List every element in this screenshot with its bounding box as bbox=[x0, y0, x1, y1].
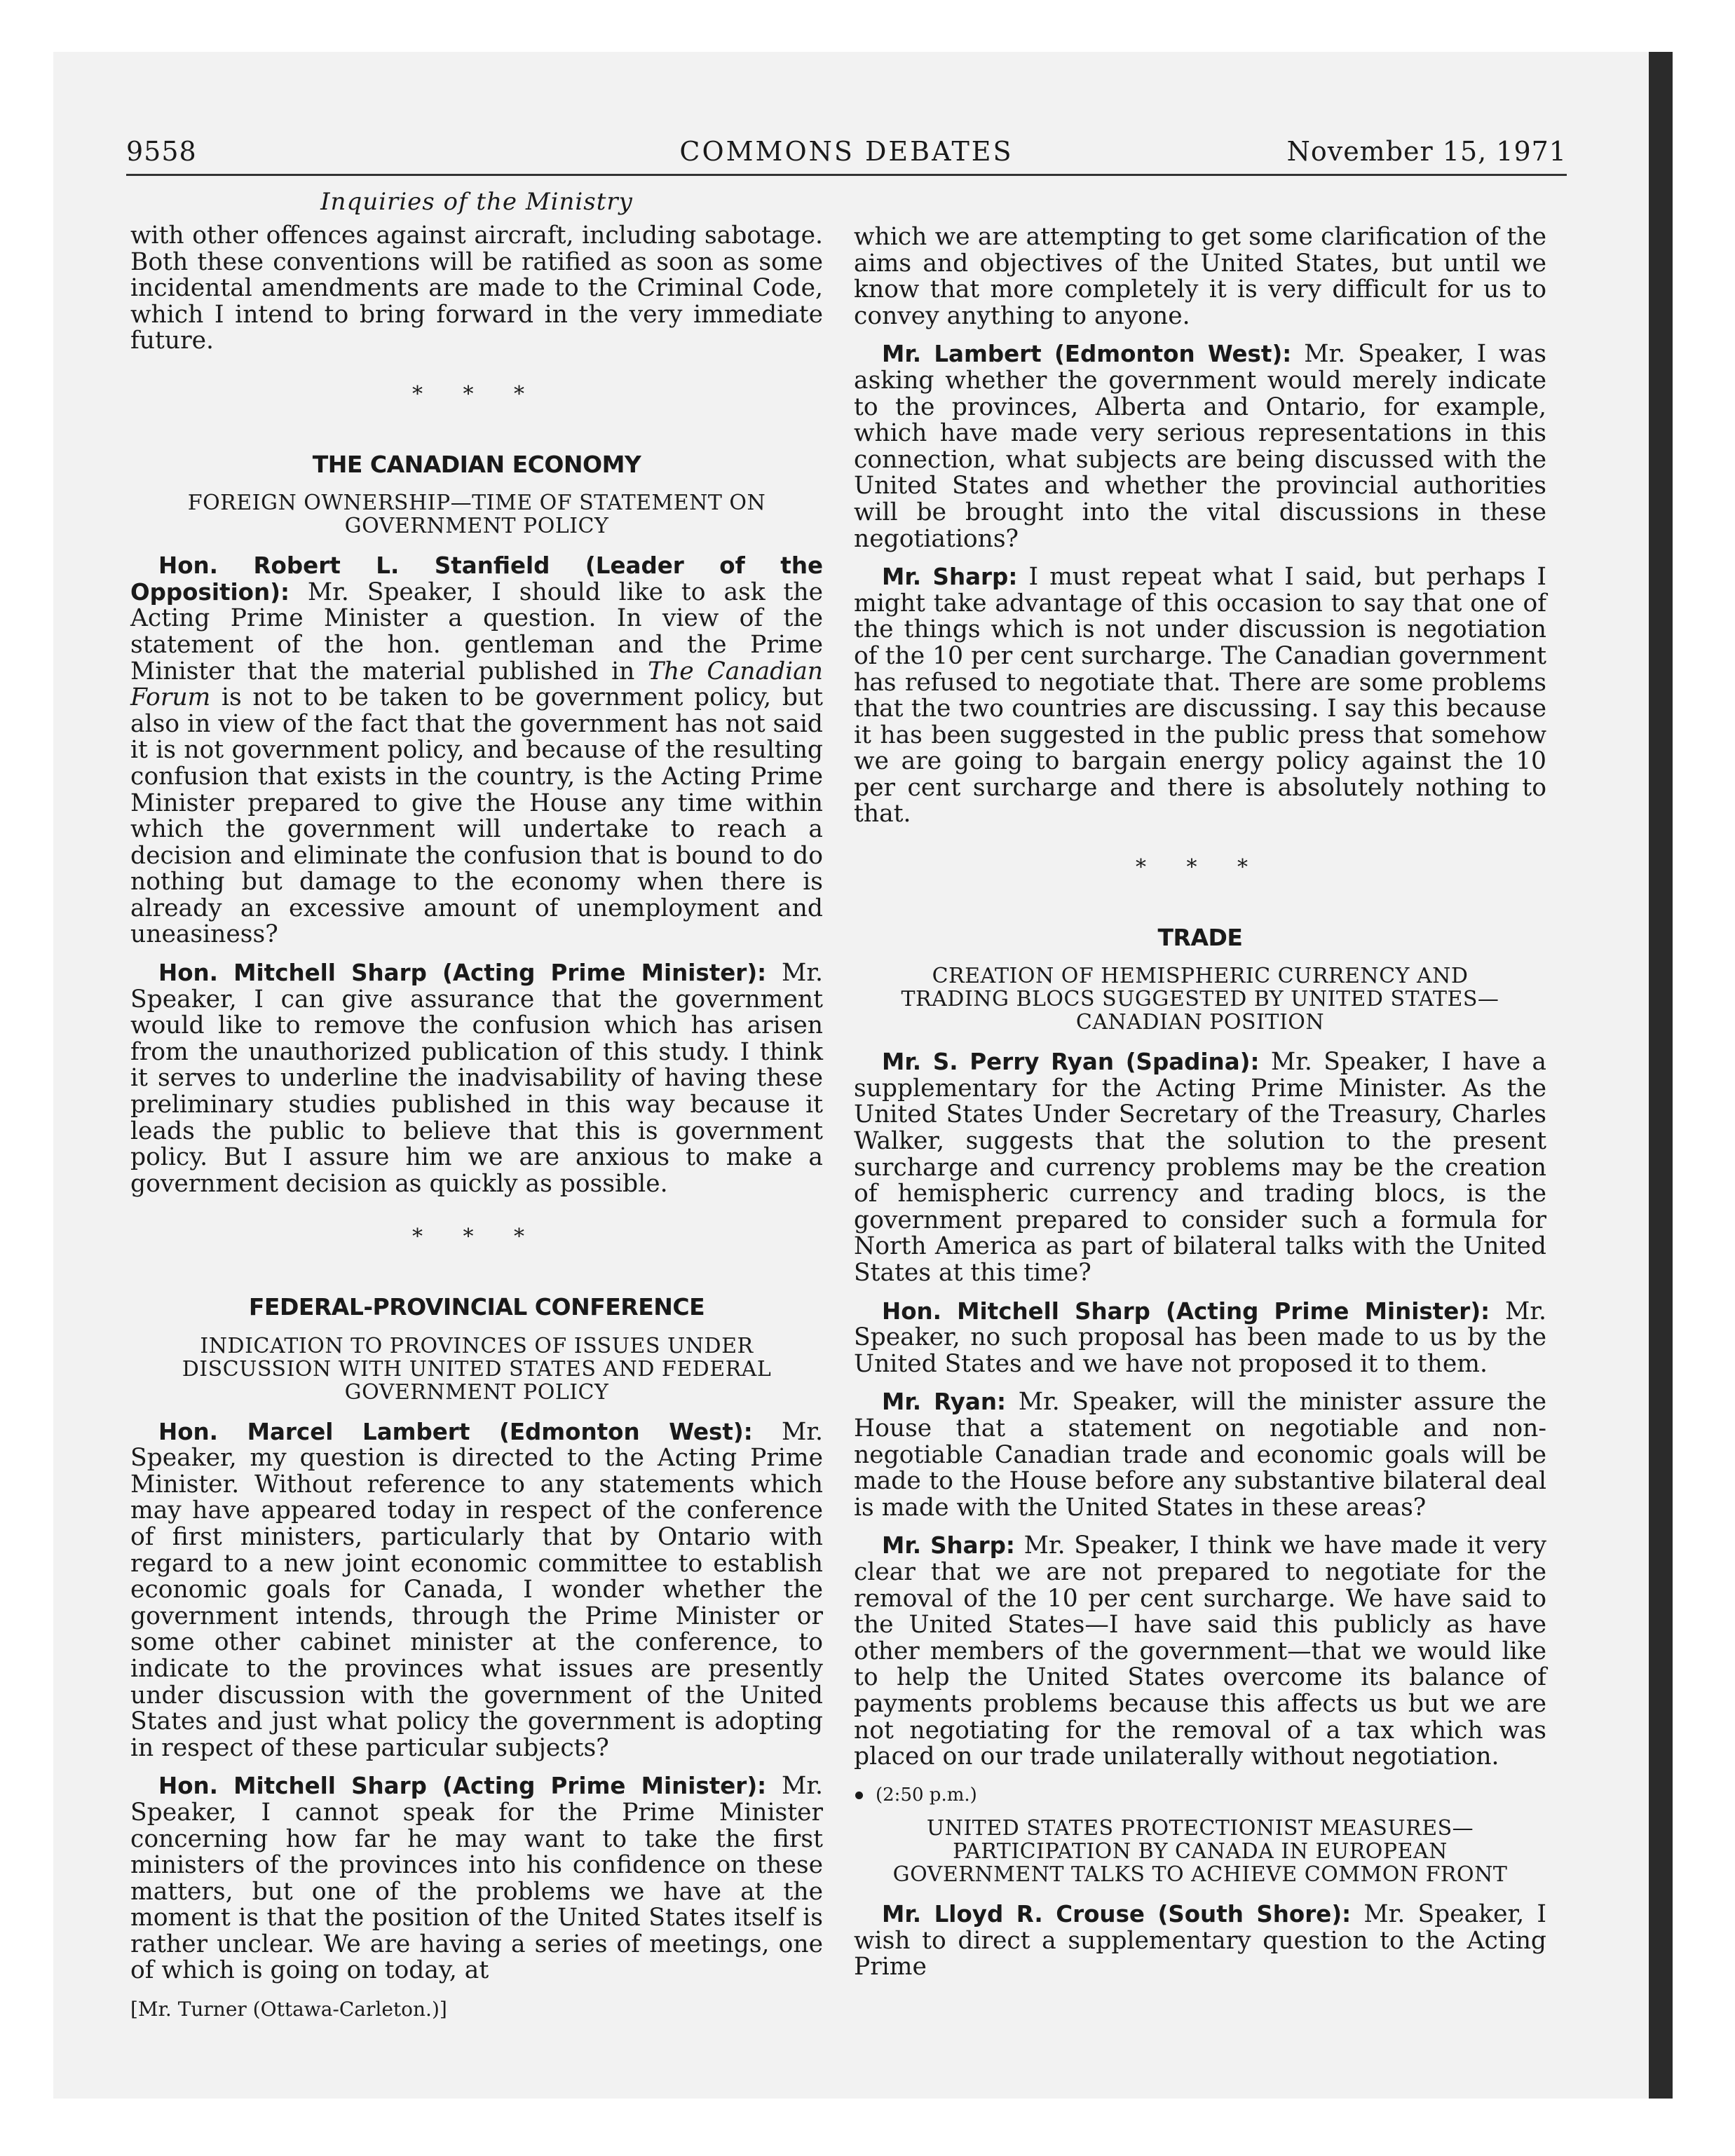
section-heading: THE CANADIAN ECONOMY bbox=[312, 450, 641, 478]
speaker-name: Mr. Sharp: bbox=[882, 1532, 1015, 1560]
section-separator: * * * bbox=[1135, 855, 1265, 880]
speaker-name: Mr. Sharp: bbox=[882, 564, 1018, 591]
paragraph: Mr. Sharp: I must repeat what I said, but perhaps I might take advantage of this occasion to say that one of the things which is not under discussion is negotiation of the 10 per cent surcharge. The Canadian government has refused to negotiate that. There are some problems that the two countries are discussing. I say this because it has been suggested in the public press that somehow we are going to bargain energy policy against the 10 per cent surcharge and there is absolutely nothing to that. bbox=[854, 563, 1546, 828]
speaker-name: Mr. Lambert (Edmonton West): bbox=[882, 341, 1292, 368]
speaker-name: Hon. Mitchell Sharp (Acting Prime Minister): bbox=[158, 960, 767, 987]
publication-title: The Canadian Forum bbox=[130, 657, 823, 712]
topic-heading: FOREIGN OWNERSHIP—TIME OF STATEMENT ON GOVERNMENT POLICY bbox=[187, 491, 766, 539]
paragraph: Mr. Ryan: Mr. Speaker, will the minister assure the House that a statement on negotiable and non-negotiable Canadian trade and economic goals will be made to the House before any substantive bilateral deal is made with the United States in these areas? bbox=[854, 1388, 1546, 1522]
speaker-name: Mr. Ryan: bbox=[882, 1389, 1006, 1416]
paragraph: with other offences against aircraft, including sabotage. Both these conventions will be ratified as soon as some incidental amendments are made to the Criminal Code, which I intend to bring forward in the very immediate future. bbox=[130, 221, 823, 355]
paragraph: Hon. Mitchell Sharp (Acting Prime Minister): Mr. Speaker, I can give assurance that the government would like to remove the confusion which has arisen from the unauthorized publication of this study. I think it serves to underline the inadvisability of having these preliminary studies published in this way because it leads the public to believe that this is government policy. But I assure him we are anxious to make a government decision as quickly as possible. bbox=[130, 959, 823, 1198]
topic-heading: CREATION OF HEMISPHERIC CURRENCY AND TRADING BLOCS SUGGESTED BY UNITED STATES—CANADIAN POSITION bbox=[901, 964, 1499, 1035]
paragraph: Mr. Sharp: Mr. Speaker, I think we have made it very clear that we are not prepared to negotiate for the removal of the 10 per cent surcharge. We have said to the United States—I have said this publicly as have other members of the government—that we would like to help the United States overcome its balance of payments problems because this affects us but we are not negotiating for the removal of a tax which was placed on our trade unilaterally without negotiation. bbox=[854, 1531, 1546, 1771]
section-heading: FEDERAL-PROVINCIAL CONFERENCE bbox=[248, 1293, 705, 1321]
speaker-name: Hon. Mitchell Sharp (Acting Prime Minister): bbox=[882, 1297, 1490, 1325]
running-subhead: Inquiries of the Ministry bbox=[320, 188, 633, 216]
paragraph: Mr. Lambert (Edmonton West): Mr. Speaker, I was asking whether the government would merely indicate to the provinces, Alberta and Ontario, for example, which have made very serious representations in this connection, what subjects are being discussed with the United States and whether the provincial authorities will be brought into the vital discussions in these negotiations? bbox=[854, 340, 1546, 553]
speaker-name: Hon. Mitchell Sharp (Acting Prime Minister): bbox=[158, 1773, 767, 1800]
topic-heading: INDICATION TO PROVINCES OF ISSUES UNDER DISCUSSION WITH UNITED STATES AND FEDERAL GOVERNMENT POLICY bbox=[182, 1333, 772, 1405]
page-number: 9558 bbox=[126, 136, 197, 167]
paragraph: Mr. S. Perry Ryan (Spadina): Mr. Speaker, I have a supplementary for the Acting Prime Minister. As the United States Under Secretary of the Treasury, Charles Walker, suggests that the solution to the present surcharge and currency problems may be the creation of hemispheric currency and trading blocs, is the government prepared to consider such a formula for North America as part of bilateral talks with the United States at this time? bbox=[854, 1048, 1546, 1287]
paragraph: Hon. Mitchell Sharp (Acting Prime Minister): Mr. Speaker, no such proposal has been made to us by the United States and we have not proposed it to them. bbox=[854, 1297, 1546, 1378]
speaker-name: Hon. Robert L. Stanfield (Leader of the Opposition): bbox=[130, 552, 823, 606]
header-date: November 15, 1971 bbox=[1286, 136, 1567, 167]
paragraph: Hon. Marcel Lambert (Edmonton West): Mr. Speaker, my question is directed to the Acting Prime Minister. Without reference to any statements which may have appeared today in respect of the conference of first ministers, particularly that by Ontario with regard to a new joint economic committee to establish economic goals for Canada, I wonder whether the government intends, through the Prime Minister or some other cabinet minister at the conference, to indicate to the provinces what issues are presently under discussion with the government of the United States and just what policy the government is adopting in respect of these particular subjects? bbox=[130, 1417, 823, 1762]
speaker-footer-note: [Mr. Turner (Ottawa-Carleton.)] bbox=[130, 1998, 447, 2021]
section-heading: TRADE bbox=[1157, 923, 1243, 951]
paragraph: Hon. Mitchell Sharp (Acting Prime Minister): Mr. Speaker, I cannot speak for the Prime Minister concerning how far he may want to take the first ministers of the provinces into his confidence on these matters, but one of the problems we have at the moment is that the position of the United States itself is rather unclear. We are having a series of meetings, one of which is going on today, at bbox=[130, 1772, 823, 1985]
section-separator: * * * bbox=[411, 1224, 542, 1250]
scan-edge-shadow bbox=[1649, 52, 1673, 2099]
time-stamp: (2:50 p.m.) bbox=[855, 1782, 1546, 1809]
speaker-name: Hon. Marcel Lambert (Edmonton West): bbox=[158, 1418, 753, 1445]
paragraph: Hon. Robert L. Stanfield (Leader of the Opposition): Mr. Speaker, I should like to ask the Acting Prime Minister a question. In view of the statement of the hon. gentleman and the Prime Minister that the material published in The Canadian Forum is not to be taken to be government policy, but also in view of the fact that the government has not said it is not government policy, and because of the resulting confusion that exists in the country, is the Acting Prime Minister prepared to give the House any time within which the government will undertake to reach a decision and eliminate the confusion that is bound to do nothing but damage to the economy when there is already an excessive amount of unemployment and uneasiness? bbox=[130, 552, 823, 949]
page-header bbox=[126, 133, 1567, 176]
header-title: COMMONS DEBATES bbox=[679, 136, 1014, 167]
speaker-name: Mr. Lloyd R. Crouse (South Shore): bbox=[882, 1901, 1352, 1928]
speaker-name: Mr. S. Perry Ryan (Spadina): bbox=[882, 1049, 1260, 1076]
paragraph: which we are attempting to get some clarification of the aims and objectives of the United States, but until we know that more completely it is very difficult for us to convey anything to anyone. bbox=[854, 223, 1546, 330]
topic-heading: UNITED STATES PROTECTIONIST MEASURES—PARTICIPATION BY CANADA IN EUROPEAN GOVERNMENT TALKS TO ACHIEVE COMMON FRONT bbox=[892, 1816, 1508, 1888]
bullet-dot-icon bbox=[855, 1792, 863, 1799]
left-column bbox=[130, 223, 823, 2033]
paragraph: Mr. Lloyd R. Crouse (South Shore): Mr. Speaker, I wish to direct a supplementary question to the Acting Prime bbox=[854, 1900, 1547, 1981]
section-separator: * * * bbox=[411, 381, 542, 407]
right-column bbox=[854, 224, 1546, 1993]
